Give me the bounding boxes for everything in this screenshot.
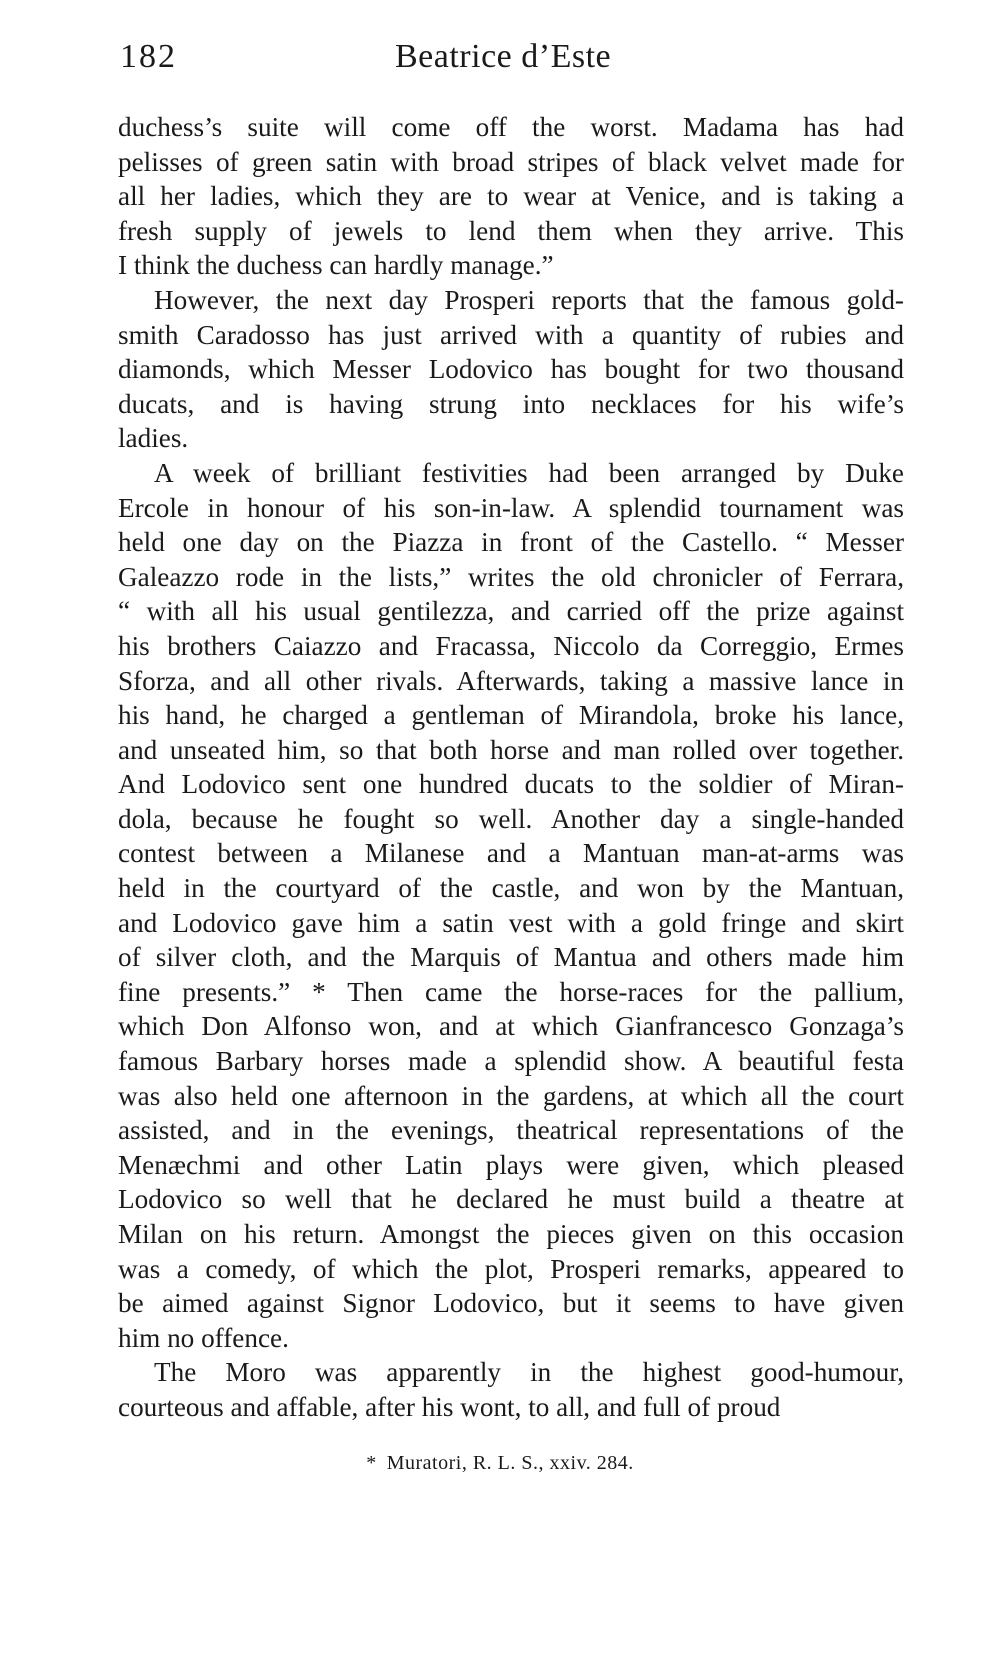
paragraph	[118, 283, 904, 456]
text-line: held one day on the Piazza in front of the Castello. “ Messer	[118, 527, 904, 558]
text-line: and Lodovico gave him a satin vest with a gold fringe and skirt	[118, 907, 904, 938]
text-line: ducats, and is having strung into necklaces for his wife’s	[118, 388, 904, 419]
footnote	[0, 1452, 1000, 1475]
text-line: assisted, and in the evenings, theatrical representations of the	[118, 1115, 904, 1146]
text-line: Ercole in honour of his son-in-law. A splendid tournament was	[118, 492, 904, 523]
text-line: pelisses of green satin with broad stripes of black velvet made for	[118, 146, 904, 177]
text-line: dola, because he fought so well. Another day a single-handed	[118, 803, 904, 834]
text-line: held in the courtyard of the castle, and won by the Mantuan,	[118, 873, 904, 904]
text-line: famous Barbary horses made a splendid show. A beautiful festa	[118, 1046, 904, 1077]
text-line: ladies.	[118, 423, 189, 454]
text-line: was a comedy, of which the plot, Prosperi remarks, appeared to	[118, 1253, 904, 1284]
text-line: Menæchmi and other Latin plays were given, which pleased	[118, 1149, 904, 1180]
text-line: of silver cloth, and the Marquis of Mantua and others made him	[118, 942, 904, 973]
running-title: Beatrice d’Este	[395, 38, 612, 75]
text-line: A week of brilliant festivities had been arranged by Duke	[154, 457, 904, 488]
text-line: And Lodovico sent one hundred ducats to the soldier of Miran-	[118, 769, 904, 800]
paragraph	[118, 110, 904, 283]
page-number: 182	[120, 38, 177, 75]
footnote-text: Muratori, R. L. S., xxiv. 284.	[386, 1452, 634, 1474]
text-line: his brothers Caiazzo and Fracassa, Niccolo da Correggio, Ermes	[118, 630, 904, 661]
text-line: Sforza, and all other rivals. Afterwards, taking a massive lance in	[118, 665, 904, 696]
text-line: fresh supply of jewels to lend them when they arrive. This	[118, 215, 904, 246]
text-line: and unseated him, so that both horse and man rolled over together.	[118, 734, 904, 765]
text-line: fine presents.” * Then came the horse-races for the pallium,	[118, 976, 904, 1007]
text-line: Lodovico so well that he declared he must build a theatre at	[118, 1184, 904, 1215]
footnote-marker: *	[366, 1452, 377, 1474]
text-line: Milan on his return. Amongst the pieces given on this occasion	[118, 1219, 904, 1249]
paragraph	[118, 456, 904, 1355]
text-line: Galeazzo rode in the lists,” writes the old chronicler of Ferrara,	[118, 561, 904, 592]
text-line: “ with all his usual gentilezza, and carried off the prize against	[118, 596, 904, 627]
text-line: The Moro was apparently in the highest good-humour,	[154, 1357, 904, 1388]
text-line: his hand, he charged a gentleman of Mirandola, broke his lance,	[118, 700, 904, 731]
text-line: was also held one afternoon in the gardens, at which all the court	[118, 1080, 904, 1111]
text-line: I think the duchess can hardly manage.”	[118, 250, 554, 281]
text-line: which Don Alfonso won, and at which Gianfrancesco Gonzaga’s	[118, 1011, 904, 1042]
text-line: duchess’s suite will come off the worst. Madama has had	[118, 112, 904, 142]
text-line: all her ladies, which they are to wear at Venice, and is taking a	[118, 181, 904, 212]
text-line: smith Caradosso has just arrived with a quantity of rubies and	[118, 319, 904, 350]
text-line: be aimed against Signor Lodovico, but it seems to have given	[118, 1288, 904, 1319]
paragraph	[118, 1355, 904, 1424]
text-line: him no offence.	[118, 1322, 289, 1353]
text-line: contest between a Milanese and a Mantuan man-at-arms was	[118, 838, 904, 869]
page-header	[120, 38, 910, 84]
text-line: However, the next day Prosperi reports that the famous gold-	[154, 284, 904, 315]
text-line: courteous and affable, after his wont, to all, and full of proud	[118, 1391, 781, 1422]
text-line: diamonds, which Messer Lodovico has bought for two thousand	[118, 354, 904, 385]
body-text	[118, 110, 904, 1425]
